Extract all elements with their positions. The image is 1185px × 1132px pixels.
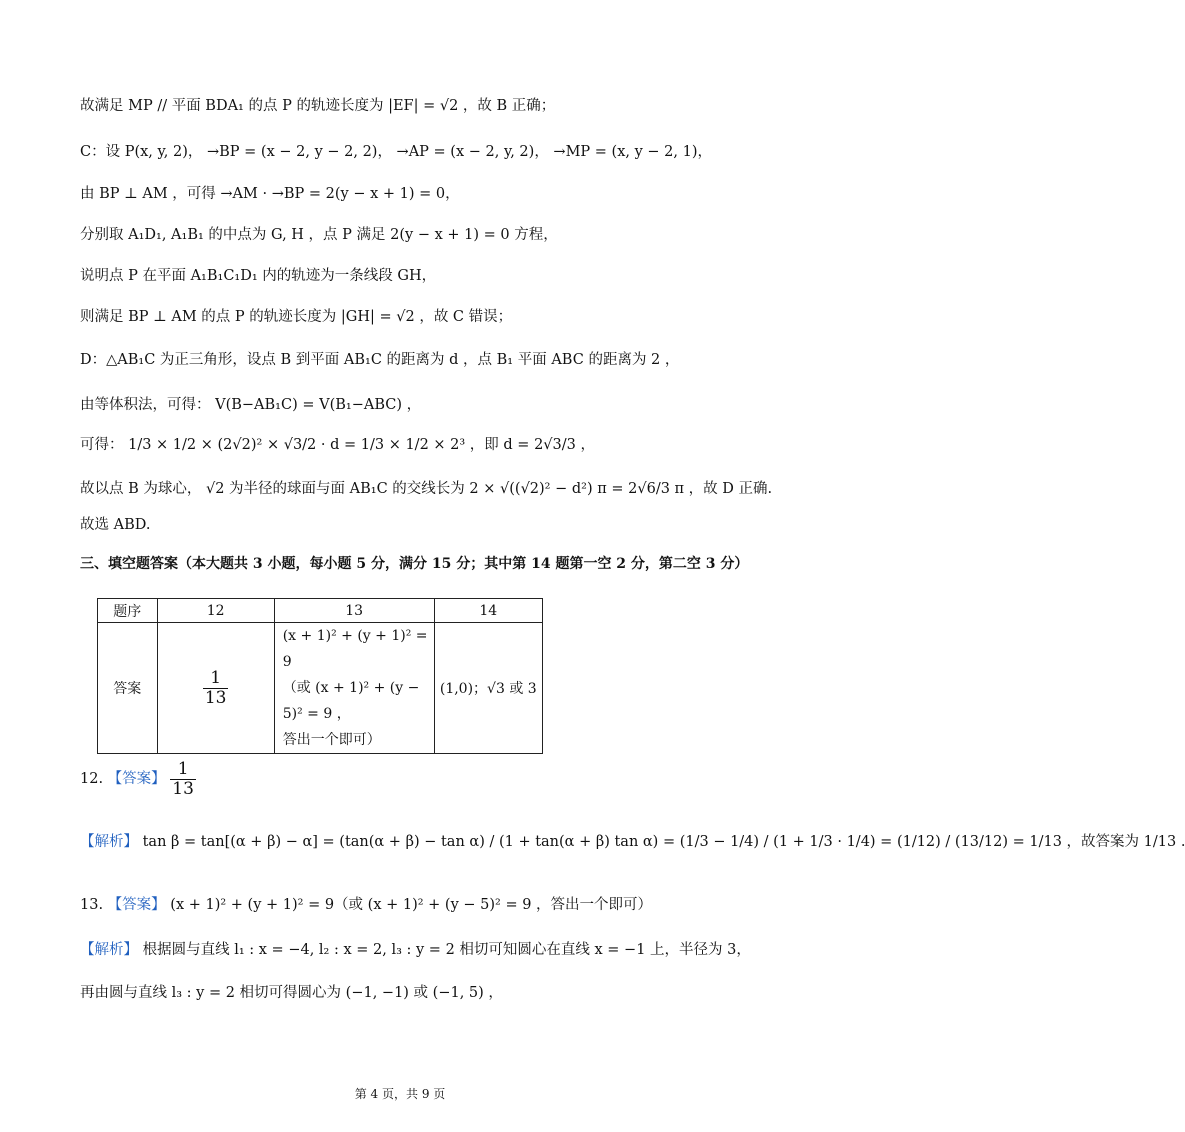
table-cell-label: 答案 [98, 623, 158, 754]
q12-analysis-text: tan β = tan[(α + β) − α] = (tan(α + β) − tan α) / (1 + tan(α + β) tan α) = (1/3 − 1/4) / (1 + 1/3 · 1/4) = (1/12) / (13/12) = 1/13 ，故答案为 1/13 . [142, 834, 1185, 850]
table-cell-q12-answer [157, 623, 274, 754]
q13-number: 13. [80, 897, 104, 913]
line-final-choice: 故选 ABD. [80, 517, 151, 533]
line-c-perp: 由 BP ⊥ AM ，可得 →AM · →BP = 2(y − x + 1) = 0， [80, 186, 460, 202]
q12-table-fraction: $\frac{1}{13}$ [204, 667, 227, 708]
table-cell-q13-answer: (x + 1)² + (y + 1)² = 9 （或 (x + 1)² + (y − 5)² = 9 ， 答出一个即可） [274, 623, 434, 754]
q12-answer-tag: 【答案】 [107, 771, 166, 788]
page-footer: 第 4 页，共 9 页 [354, 1087, 446, 1101]
q13-analysis-line-2: 再由圆与直线 l₃ : y = 2 相切可得圆心为 (−1, −1) 或 (−1, 5) ， [80, 985, 503, 1001]
line-d-calc: 可得： 1/3 × 1/2 × (2√2)² × √3/2 · d = 1/3 × 1/2 × 2³ ，即 d = 2√3/3 ， [80, 437, 595, 453]
line-c-locus: 说明点 P 在平面 A₁B₁C₁D₁ 内的轨迹为一条线段 GH， [80, 268, 437, 284]
line-c-midpoints: 分别取 A₁D₁, A₁B₁ 的中点为 G, H ，点 P 满足 2(y − x + 1) = 0 方程， [80, 227, 558, 243]
section-header: 三、填空题答案（本大题共 3 小题，每小题 5 分，满分 15 分；其中第 14 题第一空 2 分，第二空 3 分） [80, 556, 749, 572]
table-cell-q14-answer: (1,0)；√3 或 3 [434, 623, 542, 754]
table-header-row [98, 599, 543, 623]
table-cell-label: 题序 [98, 599, 158, 623]
q13-answer-line [80, 895, 652, 915]
q13-answer-text: (x + 1)² + (y + 1)² = 9（或 (x + 1)² + (y − 5)² = 9 ，答出一个即可） [170, 897, 653, 913]
q13-answer-tag: 【答案】 [107, 897, 166, 913]
q13-analysis-line-1 [80, 940, 751, 960]
q12-analysis-line [80, 832, 1185, 852]
q12-answer-line [80, 760, 196, 798]
table-cell-q13-num: 13 [274, 599, 434, 623]
line-d-volume: 由等体积法，可得： V(B−AB₁C) = V(B₁−ABC) ， [80, 397, 422, 413]
line-d-setup: D：△AB₁C 为正三角形，设点 B 到平面 AB₁C 的距离为 d ，点 B₁ 平面 ABC 的距离为 2 ， [80, 352, 680, 368]
table-answer-row [98, 623, 543, 754]
line-d-sphere: 故以点 B 为球心， √2 为半径的球面与面 AB₁C 的交线长为 2 × √((√2)² − d²) π = 2√6/3 π ，故 D 正确. [80, 481, 773, 497]
line-b-conclusion: 故满足 MP // 平面 BDA₁ 的点 P 的轨迹长度为 |EF| = √2 ，故 B 正确； [80, 98, 556, 114]
q12-analysis-tag: 【解析】 [80, 834, 138, 850]
q12-number: 12. [80, 771, 104, 788]
table-cell-q14-num: 14 [434, 599, 542, 623]
q13-analysis-text-1: 根据圆与直线 l₁ : x = −4, l₂ : x = 2, l₃ : y = 2 相切可知圆心在直线 x = −1 上，半径为 3， [142, 942, 751, 958]
answer-table [97, 598, 543, 754]
table-cell-q12-num: 12 [157, 599, 274, 623]
line-c-conclusion: 则满足 BP ⊥ AM 的点 P 的轨迹长度为 |GH| = √2 ，故 C 错误； [80, 309, 513, 325]
q13-analysis-tag: 【解析】 [80, 942, 138, 958]
q12-answer-fraction: $\frac{1}{13}$ [172, 759, 194, 799]
line-c-setup: C：设 P(x, y, 2)， →BP = (x − 2, y − 2, 2)， →AP = (x − 2, y, 2)， →MP = (x, y − 2, 1)， [80, 144, 712, 160]
